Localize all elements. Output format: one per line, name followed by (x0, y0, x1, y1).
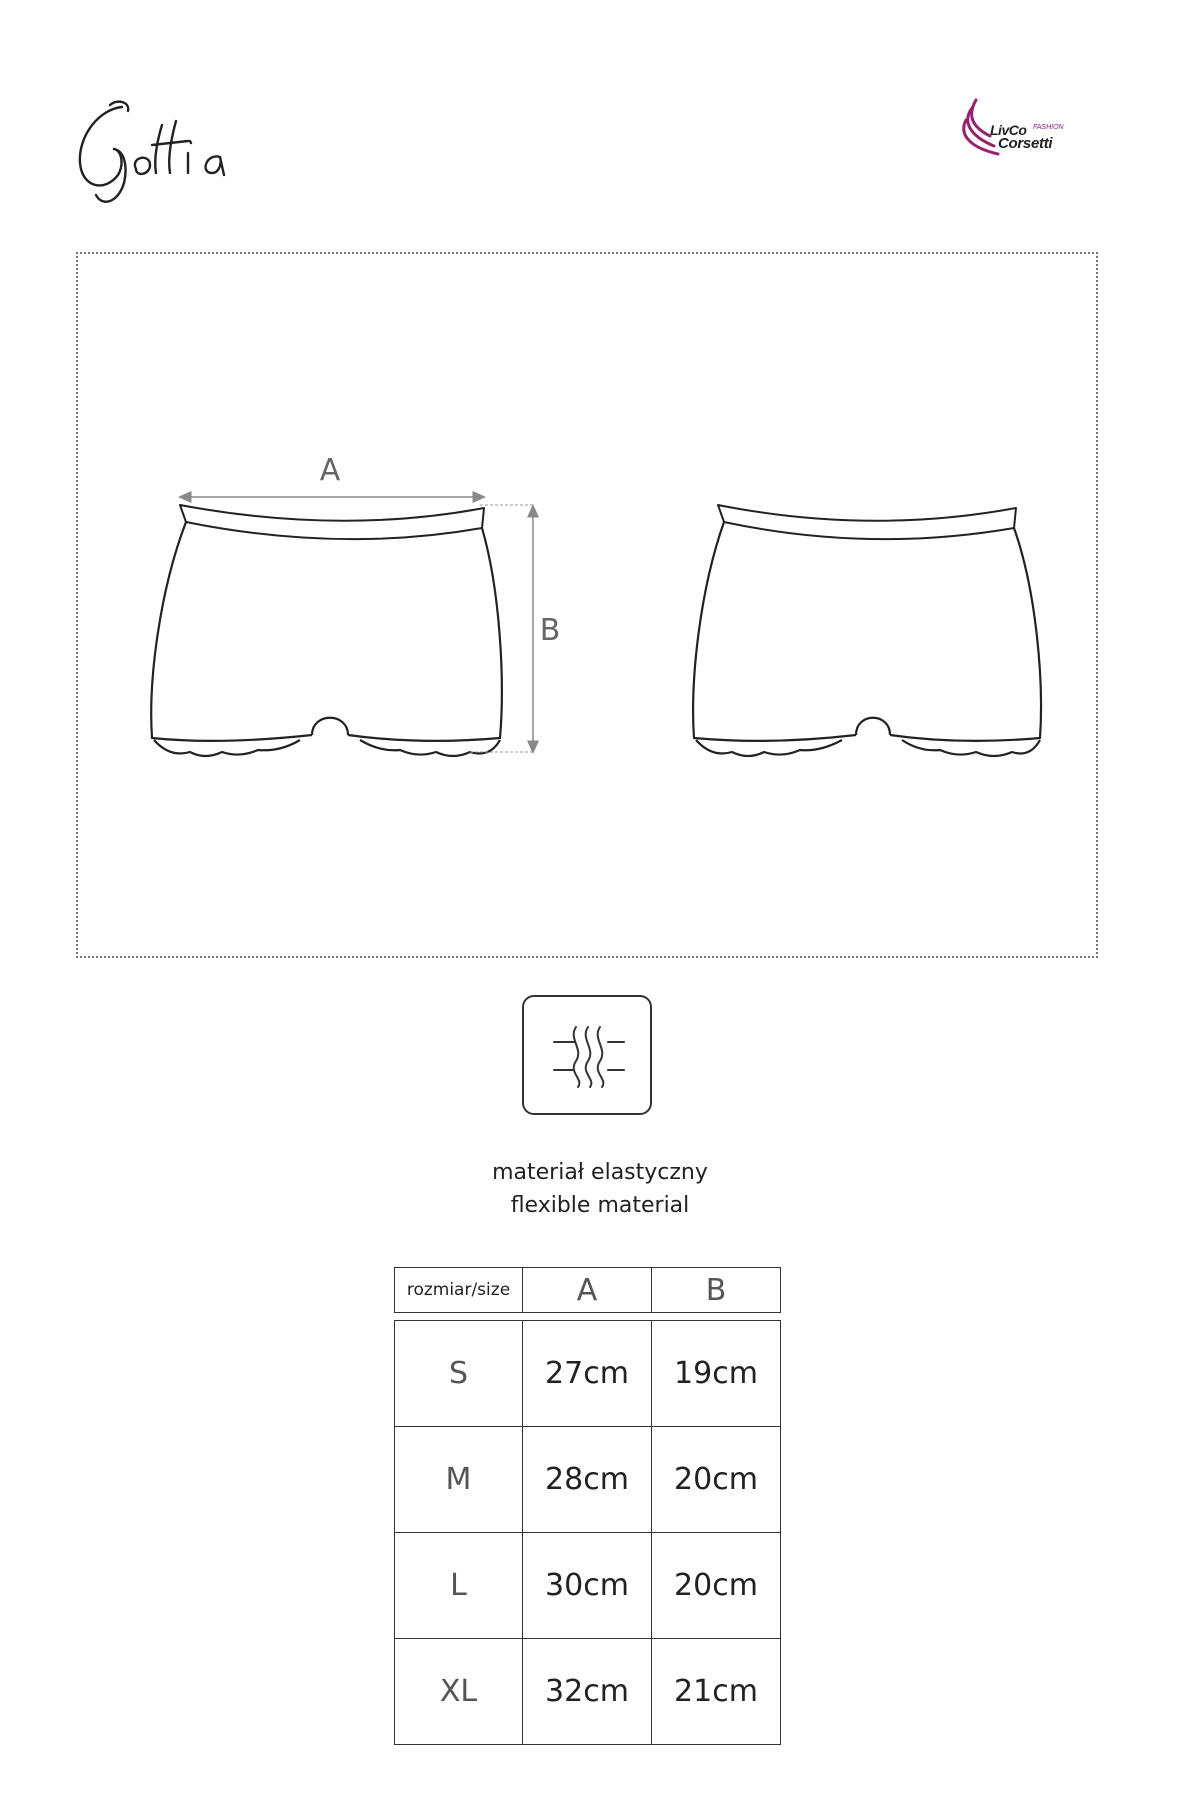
b-cell: 21cm (652, 1639, 781, 1745)
a-cell: 32cm (523, 1639, 652, 1745)
b-cell: 19cm (652, 1321, 781, 1427)
size-cell: S (395, 1321, 523, 1427)
header-a: A (523, 1268, 652, 1313)
b-cell: 20cm (652, 1533, 781, 1639)
feature-label-en: flexible material (510, 1193, 690, 1218)
table-row (395, 1321, 781, 1427)
product-logo-text: Gottia (70, 95, 74, 96)
brand-logo-line1: LivCo (990, 122, 1027, 138)
a-cell: 28cm (523, 1427, 652, 1533)
table-row (395, 1427, 781, 1533)
measure-a-label: A (319, 453, 341, 488)
table-row (395, 1533, 781, 1639)
brand-logo-line1-sup: FASHION (1033, 124, 1064, 131)
b-cell: 20cm (652, 1427, 781, 1533)
table-row (395, 1639, 781, 1745)
size-cell: L (395, 1533, 523, 1639)
measure-b-label: B (539, 613, 561, 648)
header-b: B (652, 1268, 781, 1313)
feature-label-pl: materiał elastyczny (492, 1160, 708, 1185)
header-size: rozmiar/size (395, 1268, 523, 1313)
size-cell: XL (395, 1639, 523, 1745)
a-cell: 30cm (523, 1533, 652, 1639)
size-cell: M (395, 1427, 523, 1533)
brand-logo-line2: Corsetti (998, 135, 1053, 152)
back-view (693, 505, 1041, 756)
stretch-waves-icon (522, 995, 652, 1115)
size-table-header (394, 1267, 781, 1313)
size-table (394, 1320, 781, 1745)
front-view (151, 505, 502, 756)
a-cell: 27cm (523, 1321, 652, 1427)
